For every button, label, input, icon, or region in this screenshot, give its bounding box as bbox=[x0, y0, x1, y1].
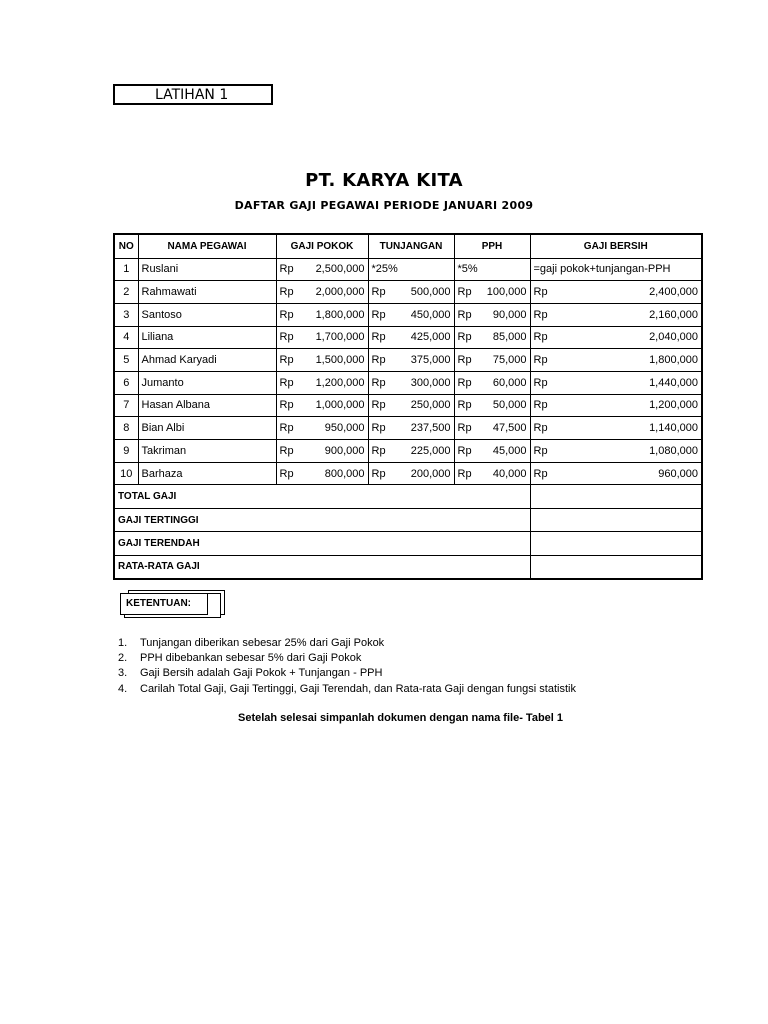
cell-pph[interactable] bbox=[454, 462, 530, 485]
currency: Rp bbox=[533, 444, 548, 457]
summary-value[interactable] bbox=[530, 508, 702, 532]
header-row bbox=[114, 234, 702, 258]
cell-nama[interactable]: Ahmad Karyadi bbox=[138, 349, 276, 372]
amount: 1,500,000 bbox=[315, 354, 365, 367]
rule-item bbox=[118, 666, 576, 681]
cell-gaji-bersih[interactable] bbox=[530, 281, 702, 304]
amount: 950,000 bbox=[324, 422, 365, 435]
cell-no[interactable]: 4 bbox=[114, 326, 138, 349]
cell-gaji-pokok[interactable] bbox=[276, 303, 368, 326]
currency: Rp bbox=[279, 399, 294, 412]
closing-instruction: Setelah selesai simpanlah dokumen dengan nama file- Tabel 1 bbox=[238, 712, 564, 724]
amount: 50,000 bbox=[492, 399, 527, 412]
cell-tunjangan[interactable] bbox=[368, 394, 454, 417]
currency: Rp bbox=[533, 286, 548, 299]
currency: Rp bbox=[371, 444, 386, 457]
amount: 250,000 bbox=[410, 399, 451, 412]
cell-gaji-pokok[interactable] bbox=[276, 371, 368, 394]
cell-gaji-bersih[interactable] bbox=[530, 303, 702, 326]
header-nama: NAMA PEGAWAI bbox=[138, 234, 276, 258]
amount: 2,400,000 bbox=[649, 286, 698, 299]
currency: Rp bbox=[457, 286, 472, 299]
currency: Rp bbox=[279, 467, 294, 480]
summary-row bbox=[114, 485, 702, 509]
cell-gaji-bersih[interactable] bbox=[530, 417, 702, 440]
cell-gaji-pokok[interactable] bbox=[276, 440, 368, 463]
amount: 237,500 bbox=[410, 422, 451, 435]
cell-pph[interactable] bbox=[454, 281, 530, 304]
currency: Rp bbox=[533, 422, 548, 435]
cell-gaji-pokok[interactable] bbox=[276, 258, 368, 281]
currency: Rp bbox=[371, 422, 386, 435]
cell-gaji-pokok[interactable] bbox=[276, 281, 368, 304]
cell-gaji-bersih[interactable] bbox=[530, 326, 702, 349]
summary-value[interactable] bbox=[530, 555, 702, 579]
table-row bbox=[114, 258, 702, 281]
cell-pph[interactable] bbox=[454, 394, 530, 417]
amount: 2,040,000 bbox=[649, 331, 698, 344]
table-row bbox=[114, 281, 702, 304]
amount: 300,000 bbox=[410, 376, 451, 389]
cell-pph[interactable]: *5% bbox=[454, 258, 530, 281]
rule-item bbox=[118, 651, 576, 666]
rule-number: 4. bbox=[118, 682, 128, 695]
ketentuan-tag bbox=[120, 593, 215, 616]
cell-no[interactable]: 10 bbox=[114, 462, 138, 485]
amount: 60,000 bbox=[492, 376, 527, 389]
cell-no[interactable]: 3 bbox=[114, 303, 138, 326]
currency: Rp bbox=[457, 354, 472, 367]
amount: 1,000,000 bbox=[315, 399, 365, 412]
amount: 1,140,000 bbox=[649, 422, 698, 435]
currency: Rp bbox=[371, 308, 386, 321]
cell-nama[interactable]: Rahmawati bbox=[138, 281, 276, 304]
cell-gaji-bersih[interactable] bbox=[530, 349, 702, 372]
table-row bbox=[114, 417, 702, 440]
rule-item bbox=[118, 682, 576, 697]
rules-list bbox=[118, 636, 576, 697]
amount: 900,000 bbox=[324, 444, 365, 457]
cell-pph[interactable] bbox=[454, 303, 530, 326]
amount: 40,000 bbox=[492, 467, 527, 480]
cell-tunjangan[interactable] bbox=[368, 326, 454, 349]
amount: 100,000 bbox=[486, 286, 527, 299]
currency: Rp bbox=[457, 376, 472, 389]
cell-no[interactable]: 2 bbox=[114, 281, 138, 304]
cell-gaji-pokok[interactable] bbox=[276, 349, 368, 372]
amount: 85,000 bbox=[492, 331, 527, 344]
amount: 2,160,000 bbox=[649, 308, 698, 321]
currency: Rp bbox=[533, 467, 548, 480]
cell-tunjangan[interactable] bbox=[368, 371, 454, 394]
amount: 960,000 bbox=[658, 467, 698, 480]
cell-no[interactable]: 1 bbox=[114, 258, 138, 281]
currency: Rp bbox=[457, 422, 472, 435]
summary-row bbox=[114, 532, 702, 556]
amount: 450,000 bbox=[410, 308, 451, 321]
summary-label: TOTAL GAJI bbox=[114, 485, 530, 509]
cell-gaji-bersih[interactable] bbox=[530, 462, 702, 485]
currency: Rp bbox=[279, 354, 294, 367]
cell-nama[interactable]: Jumanto bbox=[138, 371, 276, 394]
payroll-subtitle: DAFTAR GAJI PEGAWAI PERIODE JANUARI 2009 bbox=[234, 199, 534, 212]
cell-tunjangan[interactable] bbox=[368, 281, 454, 304]
currency: Rp bbox=[371, 467, 386, 480]
rule-text: PPH dibebankan sebesar 5% dari Gaji Pokok bbox=[140, 652, 362, 665]
summary-label: RATA-RATA GAJI bbox=[114, 555, 530, 579]
cell-pph[interactable] bbox=[454, 417, 530, 440]
amount: 90,000 bbox=[492, 308, 527, 321]
amount: 2,500,000 bbox=[315, 263, 365, 276]
cell-tunjangan[interactable] bbox=[368, 349, 454, 372]
rule-number: 3. bbox=[118, 667, 128, 680]
cell-tunjangan[interactable] bbox=[368, 303, 454, 326]
cell-no[interactable]: 6 bbox=[114, 371, 138, 394]
amount: 1,080,000 bbox=[649, 444, 698, 457]
cell-tunjangan[interactable] bbox=[368, 417, 454, 440]
cell-nama[interactable]: Ruslani bbox=[138, 258, 276, 281]
currency: Rp bbox=[457, 308, 472, 321]
exercise-label: LATIHAN 1 bbox=[113, 84, 273, 105]
currency: Rp bbox=[279, 263, 294, 276]
rule-number: 1. bbox=[118, 637, 128, 649]
currency: Rp bbox=[533, 399, 548, 412]
summary-row bbox=[114, 508, 702, 532]
currency: Rp bbox=[371, 286, 386, 299]
currency: Rp bbox=[533, 308, 548, 321]
cell-gaji-pokok[interactable] bbox=[276, 417, 368, 440]
currency: Rp bbox=[371, 354, 386, 367]
currency: Rp bbox=[457, 467, 472, 480]
rule-text: Tunjangan diberikan sebesar 25% dari Gaji Pokok bbox=[140, 637, 385, 649]
currency: Rp bbox=[457, 331, 472, 344]
rule-number: 2. bbox=[118, 652, 128, 665]
currency: Rp bbox=[457, 444, 472, 457]
amount: 200,000 bbox=[410, 467, 451, 480]
amount: 45,000 bbox=[492, 444, 527, 457]
currency: Rp bbox=[533, 376, 548, 389]
cell-gaji-bersih[interactable] bbox=[530, 371, 702, 394]
amount: 1,440,000 bbox=[649, 376, 698, 389]
currency: Rp bbox=[279, 286, 294, 299]
header-tunjangan: TUNJANGAN bbox=[368, 234, 454, 258]
cell-pph[interactable] bbox=[454, 371, 530, 394]
ketentuan-label: KETENTUAN: bbox=[120, 593, 208, 615]
cell-tunjangan[interactable] bbox=[368, 462, 454, 485]
cell-no[interactable]: 8 bbox=[114, 417, 138, 440]
amount: 375,000 bbox=[410, 354, 451, 367]
currency: Rp bbox=[279, 444, 294, 457]
table-row bbox=[114, 440, 702, 463]
cell-nama[interactable]: Hasan Albana bbox=[138, 394, 276, 417]
table-row bbox=[114, 349, 702, 372]
table-row bbox=[114, 371, 702, 394]
amount: 75,000 bbox=[492, 354, 527, 367]
cell-pph[interactable] bbox=[454, 440, 530, 463]
cell-gaji-pokok[interactable] bbox=[276, 394, 368, 417]
table-row bbox=[114, 303, 702, 326]
summary-label: GAJI TERTINGGI bbox=[114, 508, 530, 532]
rule-text: Gaji Bersih adalah Gaji Pokok + Tunjangan - PPH bbox=[140, 667, 383, 680]
cell-nama[interactable]: Takriman bbox=[138, 440, 276, 463]
currency: Rp bbox=[279, 331, 294, 344]
payroll-table bbox=[113, 233, 703, 580]
table-row bbox=[114, 462, 702, 485]
cell-pph[interactable] bbox=[454, 326, 530, 349]
amount: 225,000 bbox=[410, 444, 451, 457]
currency: Rp bbox=[279, 308, 294, 321]
amount: 425,000 bbox=[410, 331, 451, 344]
amount: 800,000 bbox=[324, 467, 365, 480]
summary-row bbox=[114, 555, 702, 579]
table-row bbox=[114, 394, 702, 417]
cell-gaji-bersih[interactable]: =gaji pokok+tunjangan-PPH bbox=[530, 258, 702, 281]
header-no: NO bbox=[114, 234, 138, 258]
summary-value[interactable] bbox=[530, 485, 702, 509]
currency: Rp bbox=[371, 331, 386, 344]
cell-nama[interactable]: Liliana bbox=[138, 326, 276, 349]
amount: 1,700,000 bbox=[315, 331, 365, 344]
currency: Rp bbox=[371, 376, 386, 389]
cell-tunjangan[interactable]: *25% bbox=[368, 258, 454, 281]
company-title: PT. KARYA KITA bbox=[305, 170, 463, 191]
amount: 1,200,000 bbox=[649, 399, 698, 412]
currency: Rp bbox=[457, 399, 472, 412]
currency: Rp bbox=[371, 399, 386, 412]
cell-tunjangan[interactable] bbox=[368, 440, 454, 463]
currency: Rp bbox=[279, 376, 294, 389]
amount: 500,000 bbox=[410, 286, 451, 299]
amount: 47,500 bbox=[492, 422, 527, 435]
amount: 2,000,000 bbox=[315, 286, 365, 299]
summary-value[interactable] bbox=[530, 532, 702, 556]
currency: Rp bbox=[279, 422, 294, 435]
cell-no[interactable]: 9 bbox=[114, 440, 138, 463]
header-gaji-bersih: GAJI BERSIH bbox=[530, 234, 702, 258]
amount: 1,200,000 bbox=[315, 376, 365, 389]
amount: 1,800,000 bbox=[649, 354, 698, 367]
cell-gaji-pokok[interactable] bbox=[276, 462, 368, 485]
amount: 1,800,000 bbox=[315, 308, 365, 321]
cell-no[interactable]: 7 bbox=[114, 394, 138, 417]
summary-label: GAJI TERENDAH bbox=[114, 532, 530, 556]
rule-text: Carilah Total Gaji, Gaji Tertinggi, Gaji Terendah, dan Rata-rata Gaji dengan fungsi statistik bbox=[140, 682, 576, 695]
rule-item bbox=[118, 636, 576, 651]
header-gaji-pokok: GAJI POKOK bbox=[276, 234, 368, 258]
header-pph: PPH bbox=[454, 234, 530, 258]
cell-nama[interactable]: Santoso bbox=[138, 303, 276, 326]
cell-nama[interactable]: Bian Albi bbox=[138, 417, 276, 440]
table-row bbox=[114, 326, 702, 349]
cell-no[interactable]: 5 bbox=[114, 349, 138, 372]
currency: Rp bbox=[533, 331, 548, 344]
cell-nama[interactable]: Barhaza bbox=[138, 462, 276, 485]
cell-gaji-bersih[interactable] bbox=[530, 394, 702, 417]
cell-pph[interactable] bbox=[454, 349, 530, 372]
cell-gaji-pokok[interactable] bbox=[276, 326, 368, 349]
currency: Rp bbox=[533, 354, 548, 367]
cell-gaji-bersih[interactable] bbox=[530, 440, 702, 463]
